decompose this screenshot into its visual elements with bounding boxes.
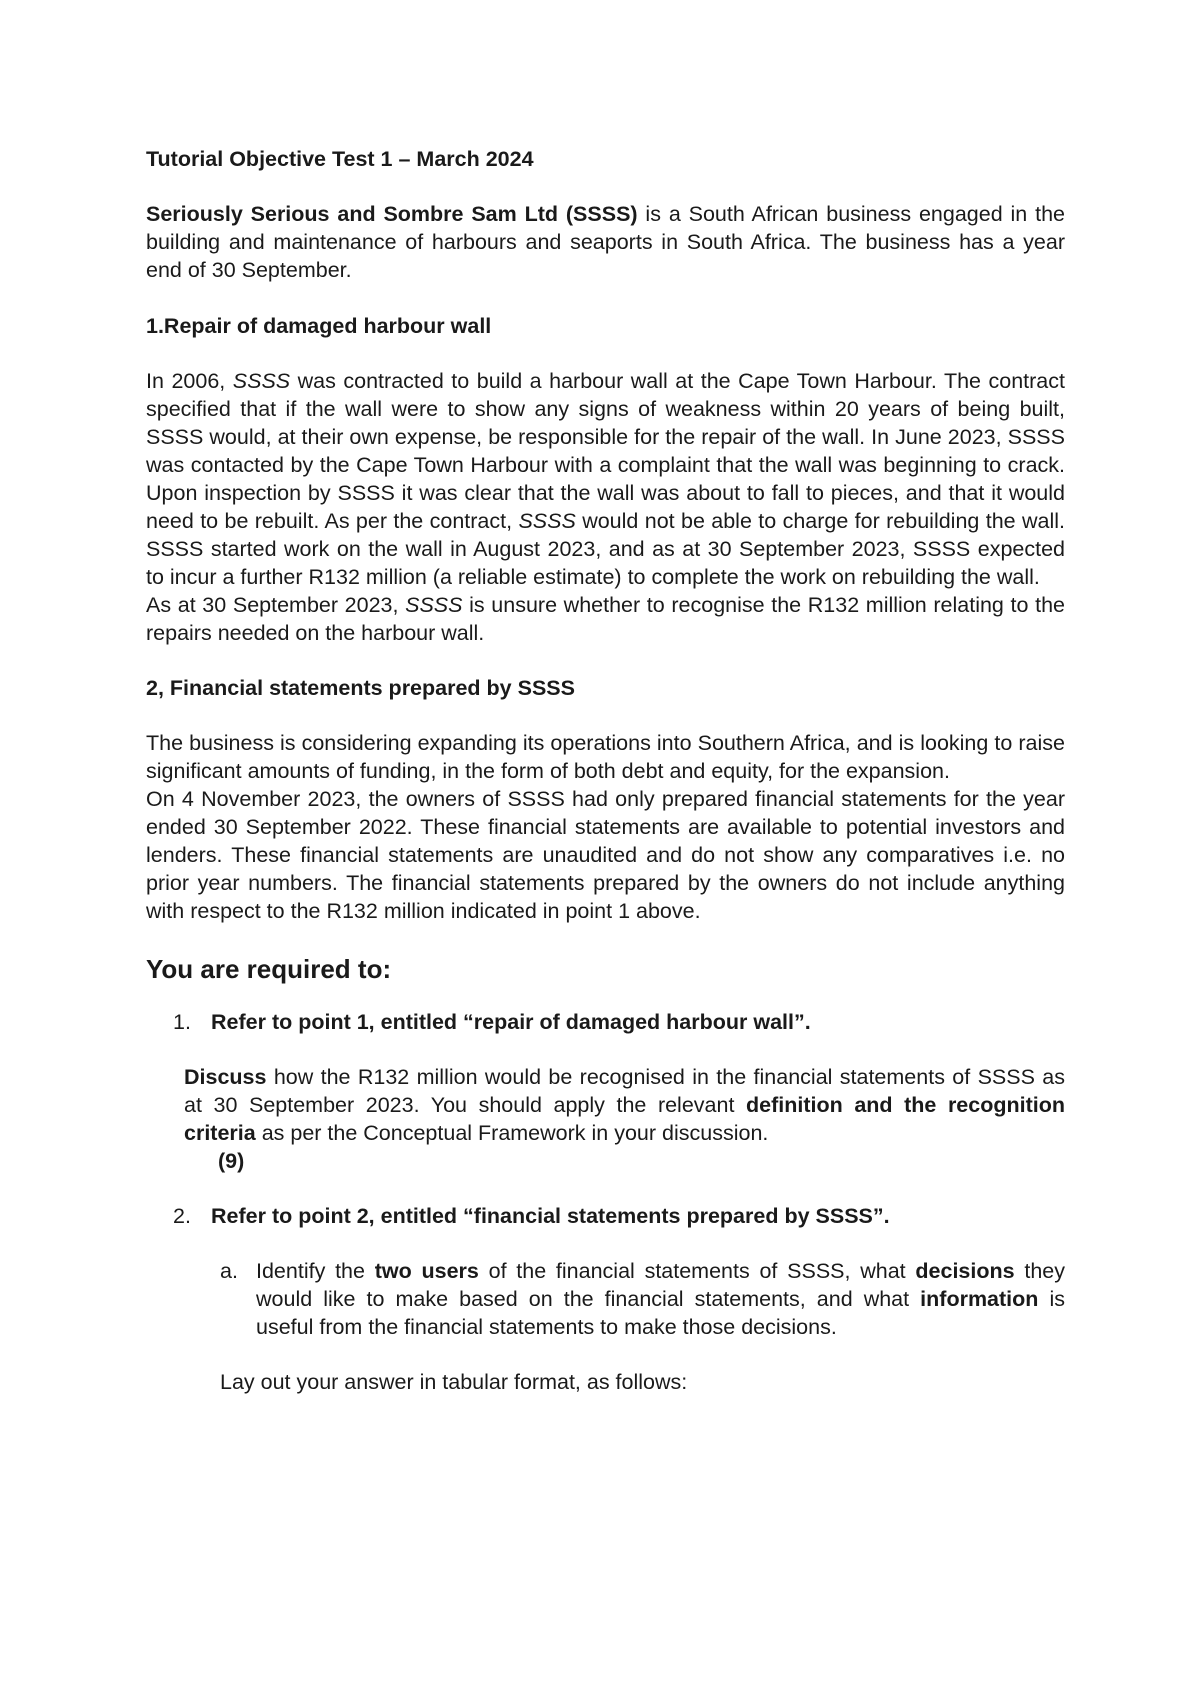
text-run: Identify the <box>256 1259 375 1283</box>
text-run: As at 30 September 2023, <box>146 593 406 617</box>
italic-run: SSSS <box>518 509 576 533</box>
bold-run: definition and the recognition criteria <box>184 1093 1065 1145</box>
bold-run: Discuss <box>184 1065 267 1089</box>
question-1-body <box>146 1063 1065 1147</box>
intro-text: is a South African business engaged in the building and maintenance of harbours and seaports in South Africa. The business has a year end of 30 September. <box>146 202 1065 282</box>
bold-run: two users <box>374 1259 479 1283</box>
text-run: was contracted to build a harbour wall at the Cape Town Harbour. The contract specified that if the wall were to show any signs of weakness within 20 years of being built, SSSS would, at their own expense, be responsible for the repair of the wall. In June 2023, SSSS was contacted by the Cape Town Harbour with a complaint that the wall was beginning to crack. Upon inspection by SSSS it was clear that the wall was about to fall to pieces, and that it would need to be rebuilt. As per the contract, <box>146 369 1065 533</box>
section2-paragraph-1: The business is considering expanding its operations into Southern Africa, and is looking to raise significant amounts of funding, in the form of both debt and equity, for the expansion. <box>146 731 1065 783</box>
section1-paragraph-1 <box>146 367 1065 591</box>
bold-run: information <box>920 1287 1039 1311</box>
section1-paragraph-2 <box>146 591 1065 647</box>
question-2a <box>146 1257 1065 1341</box>
text-run: as per the Conceptual Framework in your discussion. <box>255 1121 769 1145</box>
text-run: they would like to make based on the financial statements, and what <box>256 1259 1065 1311</box>
text-run: In 2006, <box>146 369 233 393</box>
question-2-number: 2. <box>173 1204 191 1228</box>
section2-paragraph-2: On 4 November 2023, the owners of SSSS had only prepared financial statements for the year ended 30 September 2022. These financial statements are available to potential investors and lenders. These financial statements are unaudited and do not show any comparatives i.e. no prior year numbers. The financial statements prepared by the owners do not include anything with respect to the R132 million indicated in point 1 above. <box>146 787 1065 923</box>
question-2a-letter: a. <box>220 1259 238 1283</box>
question-2-title <box>146 1202 1065 1230</box>
text-run: would not be able to charge for rebuilding the wall. SSSS started work on the wall in August 2023, and as at 30 September 2023, SSSS expected to incur a further R132 million (a reliable estimate) to complete the work on rebuilding the wall. <box>146 509 1065 589</box>
question-2-text: Refer to point 2, entitled “financial statements prepared by SSSS”. <box>211 1204 890 1228</box>
text-run: of the financial statements of SSSS, what <box>478 1259 916 1283</box>
marks-value: (9) <box>218 1149 245 1173</box>
question-1-number: 1. <box>173 1010 191 1034</box>
text-run: is unsure whether to recognise the R132 million relating to the repairs needed on the harbour wall. <box>146 593 1065 645</box>
company-name: Seriously Serious and Sombre Sam Ltd (SSSS) <box>146 202 638 226</box>
document-title: Tutorial Objective Test 1 – March 2024 <box>146 147 534 171</box>
bold-run: decisions <box>915 1259 1015 1283</box>
text-run: is useful from the financial statements to make those decisions. <box>256 1287 1065 1339</box>
layout-instruction: Lay out your answer in tabular format, as follows: <box>220 1370 688 1394</box>
question-1-title <box>146 1008 1065 1036</box>
required-heading: You are required to: <box>146 954 392 984</box>
text-run: how the R132 million would be recognised in the financial statements of SSSS as at 30 September 2023. You should apply the relevant <box>184 1065 1065 1117</box>
question-1-text: Refer to point 1, entitled “repair of damaged harbour wall”. <box>211 1010 811 1034</box>
intro-paragraph <box>146 200 1065 284</box>
document-page <box>146 145 1065 1396</box>
italic-run: SSSS <box>405 593 463 617</box>
question-1-marks <box>146 1147 1065 1175</box>
section2-heading: 2, Financial statements prepared by SSSS <box>146 676 575 700</box>
italic-run: SSSS <box>232 369 291 393</box>
section1-heading: 1.Repair of damaged harbour wall <box>146 314 492 338</box>
